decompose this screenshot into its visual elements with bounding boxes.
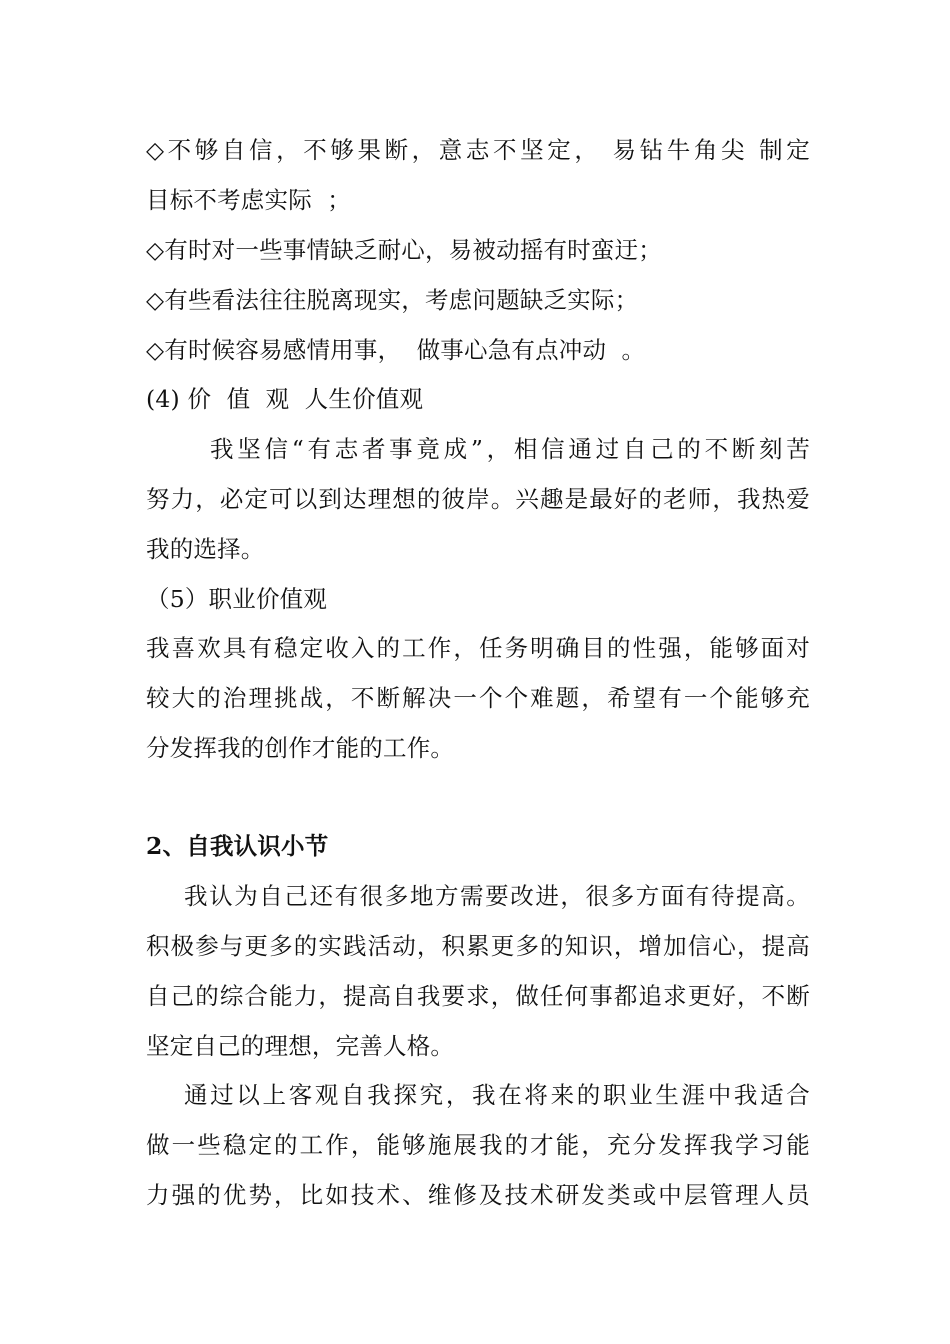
text-line: 做一些稳定的工作，能够施展我的才能，充分发挥我学习能	[146, 1131, 810, 1159]
text-line: 我认为自己还有很多地方需要改进，很多方面有待提高。	[184, 882, 810, 910]
text-line: 通过以上客观自我探究，我在将来的职业生涯中我适合	[184, 1081, 810, 1109]
text-line: ◇有些看法往往脱离现实，考虑问题缺乏实际；	[146, 286, 639, 314]
section-heading: (4) 价 值 观 人生价值观	[146, 385, 424, 413]
text-line: 坚定自己的理想，完善人格。	[146, 1032, 455, 1060]
text-line: 目标不考虑实际 ；	[146, 186, 351, 214]
text-line: ◇有时对一些事情缺乏耐心，易被动摇有时蛮迂；	[146, 236, 662, 264]
text-line: 分发挥我的创作才能的工作。	[146, 734, 455, 762]
text-line: 我坚信“有志者事竟成”，相信通过自己的不断刻苦	[210, 435, 810, 463]
text-line: 努力，必定可以到达理想的彼岸。兴趣是最好的老师，我热爱	[146, 485, 810, 513]
text-line: 积极参与更多的实践活动，积累更多的知识，增加信心，提高	[146, 932, 810, 960]
text-line: 力强的优势，比如技术、维修及技术研发类或中层管理人员	[146, 1181, 810, 1209]
section-heading: （5）职业价值观	[146, 585, 328, 613]
text-line: 我喜欢具有稳定收入的工作，任务明确目的性强，能够面对	[146, 634, 810, 662]
text-line: ◇有时候容易感情用事， 做事心急有点冲动 。	[146, 336, 646, 364]
section-title: 2、自我认识小节	[146, 832, 329, 860]
text-line: ◇不够自信，不够果断，意志不坚定， 易钻牛角尖 制定	[146, 136, 810, 164]
text-line: 我的选择。	[146, 535, 265, 563]
text-line: 自己的综合能力，提高自我要求，做任何事都追求更好，不断	[146, 982, 810, 1010]
text-line: 较大的治理挑战，不断解决一个个难题，希望有一个能够充	[146, 684, 810, 712]
